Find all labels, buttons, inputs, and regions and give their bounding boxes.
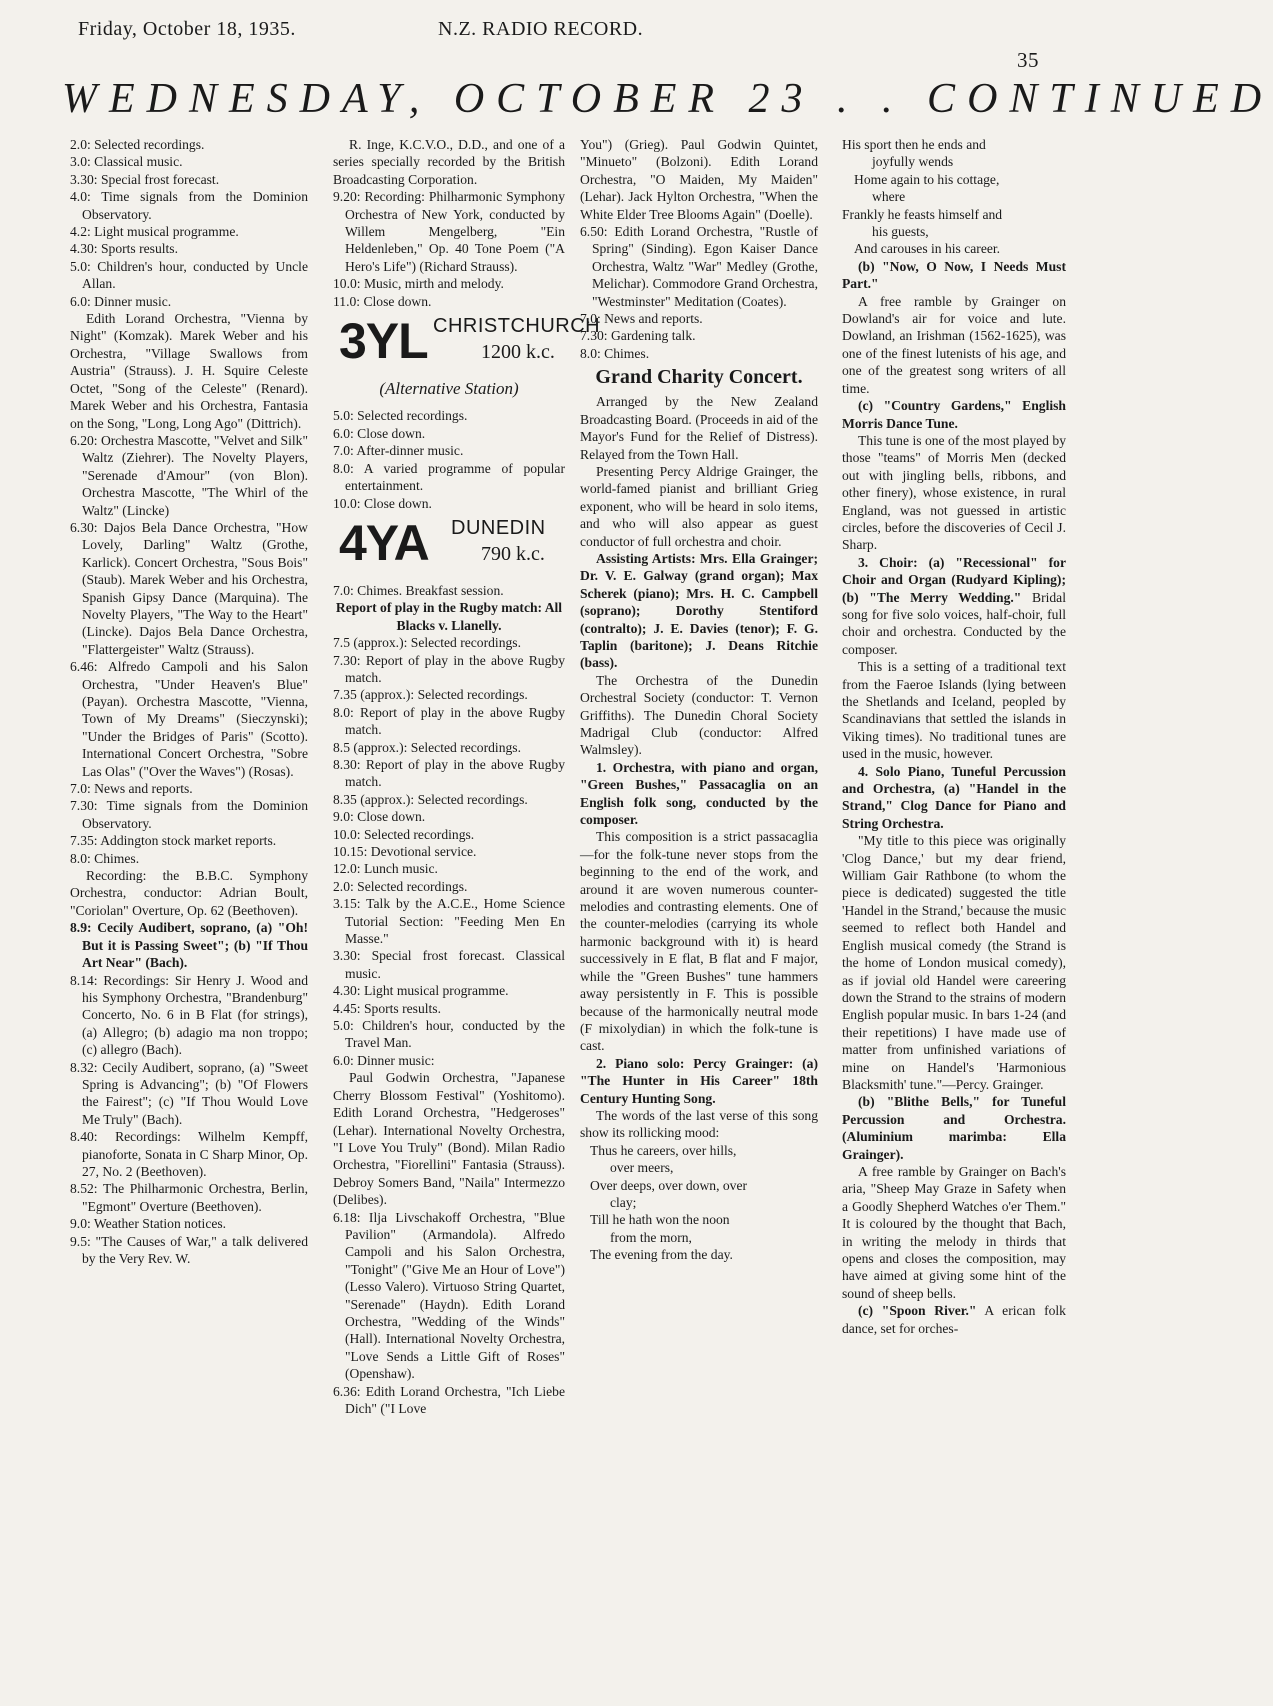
listing-text: R. Inge, K.C.V.O., D.D., and one of a series specially recorded by the British Broadcasting Corporation. xyxy=(333,137,565,187)
verse-line: his guests, xyxy=(872,224,929,240)
listing-item: 8.35 (approx.): Selected recordings. xyxy=(333,791,528,807)
listing-item: 3.30: Special frost forecast. Classical music. xyxy=(333,948,565,981)
listing-item: 5.0: Children's hour, conducted by the Travel Man. xyxy=(333,1018,565,1051)
concert-item-3-tail: Bridal song for five solo voices, half-choir, full choir and orchestra. Conducted by the composer. xyxy=(842,589,1066,657)
concert-item-4b-text: A free ramble by Grainger on Bach's aria, "Sheep May Graze in Safety when a Goodly Shepherd Watches o'er Them." It is coloured by the thought that Bach, in writing the melody in thirds that opens and closes the composition, may have aimed at giving some hint of the sound of sheep bells. xyxy=(842,1163,1066,1301)
verse-line: And carouses in his career. xyxy=(854,241,1001,257)
listing-item: 8.30: Report of play in the above Rugby match. xyxy=(333,756,565,790)
listing-text: Recording: the B.B.C. Symphony Orchestra, conductor: Adrian Boult, "Coriolan" Overture, Op. 62 (Beethoven). xyxy=(70,868,308,918)
listing-item: 6.30: Dajos Bela Dance Orchestra, "How Lovely, Darling" Waltz (Grothe, Karlick). Concert Orchestra, "Sous Bois" (Staub). Marek Weber and his Orchestra, Spanish Gipsy Dance (Marquina). The Novelty Players, "The Way to the Heart" (Lincke). Dajos Bela Dance Orchestra, "Flattergeister" Waltz (Strauss). xyxy=(70,519,308,657)
verse-line: Over deeps, over down, over xyxy=(590,1177,748,1193)
concert-item-3-title: 3. Choir: (a) "Recessional" for Choir and Organ (Rudyard Kipling); (b) "The Merry Wedding." xyxy=(842,554,1066,605)
listing-item: 7.35: Addington stock market reports. xyxy=(70,833,277,849)
listing-item: 9.5: "The Causes of War," a talk delivered by the Very Rev. W. xyxy=(70,1233,308,1266)
verse-line: clay; xyxy=(610,1194,637,1210)
column-2 xyxy=(333,136,601,1701)
concert-item-4b: (b) "Blithe Bells," for Tuneful Percussion and Orchestra. (Aluminium marimba: Ella Grainger). xyxy=(842,1094,1066,1162)
listing-item: 9.0: Weather Station notices. xyxy=(70,1216,227,1232)
listing-item: 9.0: Close down. xyxy=(333,809,426,825)
listing-item: 7.5 (approx.): Selected recordings. xyxy=(333,635,521,651)
listing-item: 6.46: Alfredo Campoli and his Salon Orchestra, "Under Heaven's Blue" (Payan). Orchestra Mascotte, "Vienna, Town of My Dreams" (Sieczynski); "Under the Bridges of Paris" (Scotto). International Concert Orchestra, "Sobre Las Olas" ("Over the Waves") (Rosas). xyxy=(70,659,308,779)
station-3yl-header xyxy=(333,313,601,378)
listing-item: 2.0: Selected recordings. xyxy=(333,878,468,894)
concert-item-4c-title: (c) "Spoon River." xyxy=(858,1303,977,1319)
verse-line: from the morn, xyxy=(610,1229,692,1245)
listing-item: 7.30: Time signals from the Dominion Observatory. xyxy=(70,798,308,831)
concert-item-2c: (c) "Country Gardens," English Morris Dance Tune. xyxy=(842,398,1066,431)
listing-item: 8.0: Chimes. xyxy=(580,345,650,361)
listing-item: 4.2: Light musical programme. xyxy=(70,224,239,240)
listing-item: 4.0: Time signals from the Dominion Observatory. xyxy=(70,189,308,222)
listing-item: 6.18: Ilja Livschakoff Orchestra, "Blue Pavilion" (Armandola). Alfredo Campoli and his Salon Orchestra, "Tonight" ("Give Me an Hour of Love") (Lesso Valero). Virtuoso String Quartet, "Serenade" (Haydn). Edith Lorand Orchestra, "Wedding of the Winds" (Hall). International Novelty Orchestra, "Love Sends a Little Gift of Roses" (Openshaw). xyxy=(333,1209,565,1382)
concert-item-3 xyxy=(842,554,1066,658)
listing-item: 2.0: Selected recordings. xyxy=(70,137,205,152)
station-frequency: 1200 k.c. xyxy=(481,341,555,364)
verse-line: over meers, xyxy=(610,1160,674,1176)
concert-item-1: 1. Orchestra, with piano and organ, "Green Bushes," Passacaglia on an English folk song, conducted by the composer. xyxy=(580,759,818,828)
page-number: 35 xyxy=(1017,48,1039,72)
listing-item: 5.0: Children's hour, conducted by Uncle Allan. xyxy=(70,258,308,292)
listing-item: 7.0: Chimes. Breakfast session. xyxy=(333,582,504,598)
concert-intro: Arranged by the New Zealand Broadcasting Board. (Proceeds in aid of the Mayor's Fund for the Relief of Distress). Relayed from the Town Hall. xyxy=(580,394,818,462)
listing-text: Edith Lorand Orchestra, "Vienna by Night" (Komzak). Marek Weber and his Orchestra, "Village Swallows from Austria" (Strauss). J. H. Squire Celeste Octet, "Song of the Celeste" (Renard). Marek Weber and his Orchestra, Fantasia on the Song, "Long, Long Ago" (Dittrich). xyxy=(70,311,308,431)
listing-item: 3.30: Special frost forecast. xyxy=(70,171,220,187)
listing-item: 10.0: Music, mirth and melody. xyxy=(333,276,504,292)
verse-line: Till he hath won the noon xyxy=(590,1212,730,1228)
station-call-sign: 4YA xyxy=(339,514,429,571)
concert-presenting: Presenting Percy Aldrige Grainger, the world-famed pianist and brilliant Grieg exponent, who will be heard in solo items, and who will also appear as guest conductor of full orchestra and choir. xyxy=(580,463,818,549)
listing-text: Paul Godwin Orchestra, "Japanese Cherry Blossom Festival" (Yoshitomo). Edith Lorand Orchestra, "Hedgeroses" (Lehar). International Novelty Orchestra, "I Love You Truly" (Bond). Milan Radio Orchestra, "Fiorellini" Fantasia (Strauss). Debroy Somers Band, "Naila" Intermezzo (Delibes). xyxy=(333,1070,565,1208)
listing-item: 5.0: Selected recordings. xyxy=(333,408,468,424)
listing-item: 8.52: The Philharmonic Orchestra, Berlin, "Egmont" Overture (Beethoven). xyxy=(70,1181,308,1214)
listing-item: 8.9: Cecily Audibert, soprano, (a) "Oh! But it is Passing Sweet"; (b) "If Thou Art Near" (Bach). xyxy=(70,920,308,971)
listing-item: 10.15: Devotional service. xyxy=(333,844,477,859)
running-date: Friday, October 18, 1935. xyxy=(78,18,296,40)
day-banner: WEDNESDAY, OCTOBER 23 . . CONTINUED xyxy=(62,76,1273,122)
concert-item-4c-tail: A erican folk dance, set for orches- xyxy=(842,1303,1066,1336)
station-note: (Alternative Station) xyxy=(379,379,519,399)
listing-item: 6.0: Dinner music: xyxy=(333,1052,435,1068)
station-frequency: 790 k.c. xyxy=(481,542,545,565)
listing-item: 6.0: Close down. xyxy=(333,425,426,441)
listing-item: 8.0: A varied programme of popular entertainment. xyxy=(333,460,565,494)
listing-item: 8.14: Recordings: Sir Henry J. Wood and his Symphony Orchestra, "Brandenburg" Concerto, No. 6 in B Flat (for strings), (a) Allegro; (b) adagio ma non troppo; (c) allegro (Bach). xyxy=(70,972,308,1058)
verse-line: joyfully wends xyxy=(872,154,954,170)
column-1 xyxy=(70,136,308,1701)
listing-item: 7.30: Report of play in the above Rugby match. xyxy=(333,652,565,685)
listing-item: 3.0: Classical music. xyxy=(70,154,183,170)
listing-item: 9.20: Recording: Philharmonic Symphony Orchestra of New York, conducted by Willem Mengelberg, "Ein Heldenleben," Op. 40 Tone Poem ("A Hero's Life") (Richard Strauss). xyxy=(333,189,565,274)
listing-item: 7.0: After-dinner music. xyxy=(333,443,464,459)
listing-item: 8.40: Recordings: Wilhelm Kempff, pianoforte, Sonata in C Sharp Minor, Op. 27, No. 2 (Beethoven). xyxy=(70,1129,308,1179)
listing-item: 6.20: Orchestra Mascotte, "Velvet and Silk" Waltz (Ziehrer). The Novelty Players, "Serenade d'Amour" (von Blon). Orchestra Mascotte, "The Whirl of the Waltz" (Lincke) xyxy=(70,432,308,518)
listing-item: 8.5 (approx.): Selected recordings. xyxy=(333,739,521,755)
concert-item-2b: (b) "Now, O Now, I Needs Must Part." xyxy=(842,258,1066,292)
listing-item: 4.45: Sports results. xyxy=(333,1000,441,1016)
listing-item: 4.30: Sports results. xyxy=(70,241,178,257)
concert-item-3-text: This is a setting of a traditional text from the Faeroe Islands (lying between the Shetlands and Iceland, peopled by Scandinavians that settled the islands in Viking times). No traditional tunes are used in the music, however. xyxy=(842,659,1066,762)
concert-item-4-text: "My title to this piece was originally 'Clog Dance,' but my dear friend, William Gair Rathbone (to whom the piece is dedicated) suggested the title 'Handel in the Strand,' because the music seemed to reflect both Handel and English musical comedy (the Strand is the home of London musical comedy), as if jovial old Handel were careering down the Strand to the strains of modern English popular music. In bars 1-24 (and their repetitions) I have made use of matter from unfinished variations of mine on Handel's 'Harmonious Blacksmith' tune."—Percy. Grainger. xyxy=(842,833,1066,1092)
listing-item: 7.35 (approx.): Selected recordings. xyxy=(333,687,528,703)
station-call-sign: 3YL xyxy=(339,313,428,370)
listing-item: 7.30: Gardening talk. xyxy=(580,328,696,344)
listing-item: 4.30: Light musical programme. xyxy=(333,983,509,999)
verse-line: His sport then he ends and xyxy=(842,137,986,152)
listing-item: 12.0: Lunch music. xyxy=(333,861,438,877)
concert-item-4: 4. Solo Piano, Tuneful Percussion and Orchestra, (a) "Handel in the Strand," Clog Dance for Piano and String Orchestra. xyxy=(842,763,1066,831)
concert-heading: Grand Charity Concert. xyxy=(595,366,803,389)
listing-item: 10.0: Selected recordings. xyxy=(333,826,475,842)
verse-line: Frankly he feasts himself and xyxy=(842,206,1003,222)
column-4 xyxy=(842,136,1066,1701)
listing-item: 3.15: Talk by the A.C.E., Home Science Tutorial Section: "Feeding Men En Masse." xyxy=(333,896,565,947)
listing-item: 7.0: News and reports. xyxy=(580,311,703,327)
publication-title: N.Z. RADIO RECORD. xyxy=(438,18,644,40)
concert-item-2c-text: This tune is one of the most played by those "teams" of Morris Men (decked out with jingling bells, ribbons, and other finery), whose existence, in rural England, was not guessed in artistic circles, before the discoveries of Cecil J. Sharp. xyxy=(842,432,1066,553)
concert-item-2b-text: A free ramble by Grainger on Dowland's air for voice and lute. Dowland, an Irishman (1562-1625), was one of the finest lutenists of his age, and one of the greatest song writers of all time. xyxy=(842,293,1066,396)
listing-item: 7.0: News and reports. xyxy=(70,781,193,797)
concert-item-2-text: The words of the last verse of this song show its rollicking mood: xyxy=(580,1107,818,1141)
concert-assisting-artists: Assisting Artists: Mrs. Ella Grainger; Dr. V. E. Galway (grand organ); Max Scherek (piano); Mrs. H. C. Campbell (soprano); Dorothy Stentiford (contralto); J. E. Davies (tenor); F. G. Taplin (baritone); J. Deans Ritchie (bass). xyxy=(580,550,818,671)
listing-item: 8.32: Cecily Audibert, soprano, (a) "Sweet Spring is Advancing"; (b) "Of Flowers the Fairest"; (c) "If Thou Would Love Me Truly" (Bach). xyxy=(70,1059,308,1127)
listing-text: You") (Grieg). Paul Godwin Quintet, "Minueto" (Bolzoni). Edith Lorand Orchestra, "O Maiden, My Maiden" (Lehar). Jack Hylton Orchestra, "When the White Elder Tree Blooms Again" (Doelle). xyxy=(580,137,818,222)
verse-line: The evening from the day. xyxy=(590,1247,733,1263)
verse-line: Thus he careers, over hills, xyxy=(590,1142,737,1158)
concert-item-4c xyxy=(842,1302,1066,1337)
column-3 xyxy=(580,136,818,1701)
station-4ya-header xyxy=(333,514,565,580)
station-city: CHRISTCHURCH xyxy=(433,315,601,338)
listing-highlight: Report of play in the Rugby match: All Blacks v. Llanelly. xyxy=(335,600,563,633)
station-city: DUNEDIN xyxy=(451,516,546,539)
listing-item: 8.0: Chimes. xyxy=(70,850,140,866)
verse-line: where xyxy=(872,189,906,205)
verse-line: Home again to his cottage, xyxy=(854,171,1000,187)
listing-item: 8.0: Report of play in the above Rugby match. xyxy=(333,704,565,738)
listing-item: 6.50: Edith Lorand Orchestra, "Rustle of Spring" (Sinding). Egon Kaiser Dance Orchestra, Waltz "War" Medley (Grothe, Melichar). Commodore Grand Orchestra, "Westminster" Meditation (Coates). xyxy=(580,224,818,309)
listing-item: 6.0: Dinner music. xyxy=(70,293,172,309)
concert-item-2: 2. Piano solo: Percy Grainger: (a) "The Hunter in His Career" 18th Century Hunting Song. xyxy=(580,1055,818,1106)
listing-item: 11.0: Close down. xyxy=(333,293,432,309)
concert-society: The Orchestra of the Dunedin Orchestral Society (conductor: T. Vernon Griffiths). The Dunedin Choral Society Madrigal Club (conductor: Alfred Walmsley). xyxy=(580,672,818,758)
concert-item-1-text: This composition is a strict passacaglia—for the folk-tune never stops from the beginning to the end of the work, and around it are woven numerous counter-melodies and contrasting elements. One of the counter-melodies (carrying its whole harmonic background with it) is heard successively in E flat, B flat and F major, while the "Green Bushes" tune hammers away persistently in F. This is possible because of the harmonically neutral mode (F mixolydian) in which the folk-tune is cast. xyxy=(580,829,818,1054)
listing-item: 10.0: Close down. xyxy=(333,495,432,511)
listing-item: 6.36: Edith Lorand Orchestra, "Ich Liebe Dich" ("I Love xyxy=(333,1383,565,1416)
